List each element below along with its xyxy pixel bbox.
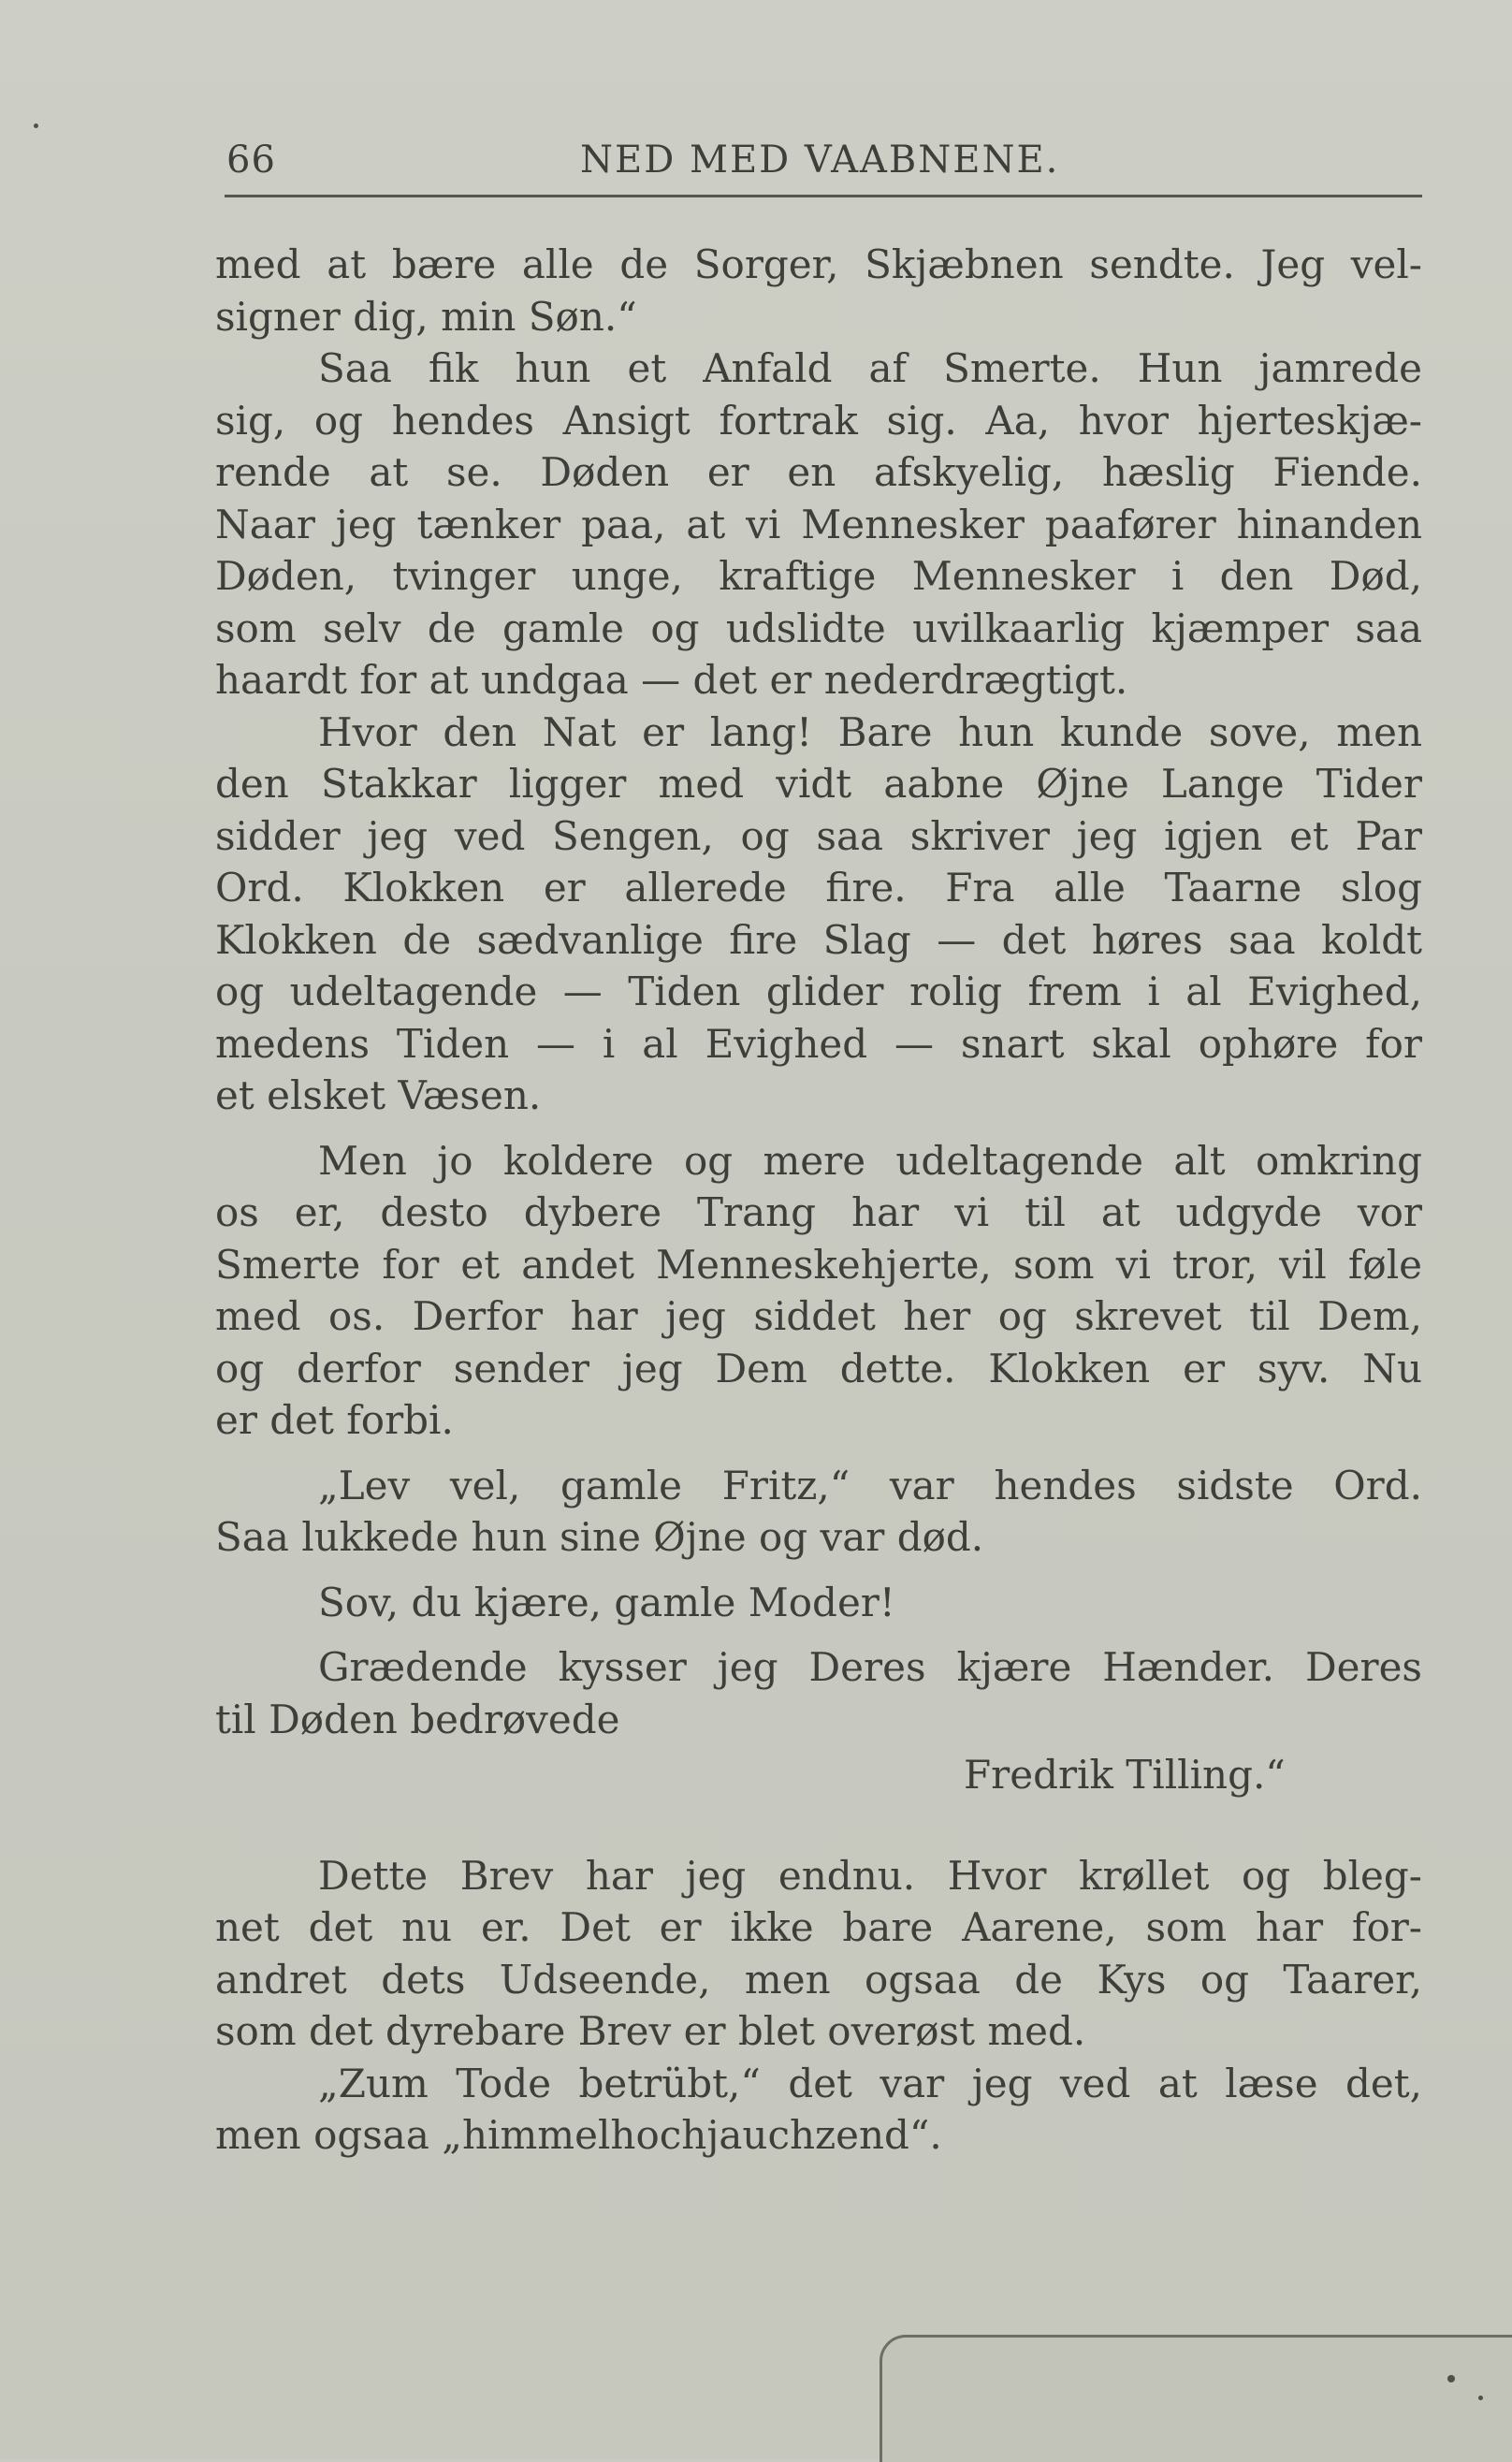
text-line: andret dets Udseende, men ogsaa de Kys og Taarer,: [215, 1956, 1422, 2003]
text-line: os er, desto dybere Trang har vi til at udgyde vor: [215, 1189, 1422, 1235]
text-line: Naar jeg tænker paa, at vi Mennesker paafører hinanden: [215, 501, 1422, 547]
text-line: med at bære alle de Sorger, Skjæbnen sendte. Jeg vel-: [215, 241, 1422, 287]
text-line: Saa lukkede hun sine Øjne og var død.: [215, 1514, 984, 1560]
text-line: sig, og hendes Ansigt fortrak sig. Aa, hvor hjerteskjæ-: [215, 397, 1422, 444]
text-line: Sov, du kjære, gamle Moder!: [318, 1579, 895, 1625]
text-line: Klokken de sædvanlige fire Slag — det høres saa koldt: [215, 916, 1422, 963]
text-line: „Zum Tode betrübt,“ det var jeg ved at læse det,: [318, 2060, 1422, 2106]
signature: Fredrik Tilling.“: [964, 1752, 1286, 1798]
text-line: Døden, tvinger unge, kraftige Mennesker i den Død,: [215, 553, 1422, 599]
text-line: som det dyrebare Brev er blet overøst med.: [215, 2008, 1086, 2054]
header-rule: [225, 195, 1422, 197]
text-line: er det forbi.: [215, 1397, 454, 1443]
text-line: Ord. Klokken er allerede fire. Fra alle Taarne slog: [215, 865, 1422, 911]
text-line: Dette Brev har jeg endnu. Hvor krøllet og bleg-: [318, 1852, 1422, 1899]
text-line: haardt for at undgaa — det er nederdrægtigt.: [215, 657, 1128, 703]
ink-speck: [1447, 2375, 1455, 2382]
text-line: Smerte for et andet Menneskehjerte, som vi tror, vil føle: [215, 1241, 1422, 1288]
text-line: og udeltagende — Tiden glider rolig frem i al Evighed,: [215, 969, 1422, 1014]
page-header: [225, 131, 1422, 187]
text-line: sidder jeg ved Sengen, og saa skriver jeg igjen et Par: [215, 812, 1422, 859]
ink-speck: [34, 124, 38, 128]
page-number: 66: [226, 138, 276, 182]
text-line: og derfor sender jeg Dem dette. Klokken er syv. Nu: [215, 1345, 1422, 1391]
ink-speck: [1478, 2396, 1483, 2400]
text-line: rende at se. Døden er en afskyelig, hæslig Fiende.: [215, 449, 1422, 495]
text-line: Hvor den Nat er lang! Bare hun kunde sove, men: [318, 708, 1422, 755]
text-line: net det nu er. Det er ikke bare Aarene, som har for-: [215, 1904, 1422, 1950]
text-line: med os. Derfor har jeg siddet her og skrevet til Dem,: [215, 1293, 1422, 1339]
text-line: Saa fik hun et Anfald af Smerte. Hun jamrede: [318, 345, 1422, 391]
paper-fold-mark: [880, 2335, 1512, 2462]
text-line: signer dig, min Søn.“: [215, 293, 637, 340]
text-line: men ogsaa „himmelhochjauchzend“.: [215, 2112, 942, 2158]
text-line: et elsket Væsen.: [215, 1072, 542, 1118]
text-line: som selv de gamle og udslidte uvilkaarlig kjæmper saa: [215, 605, 1422, 651]
running-title: NED MED VAABNENE.: [580, 138, 1060, 182]
body-text: [215, 239, 1422, 2162]
text-line: Men jo koldere og mere udeltagende alt omkring: [318, 1137, 1422, 1184]
text-line: medens Tiden — i al Evighed — snart skal ophøre for: [215, 1020, 1422, 1067]
text-line: Grædende kysser jeg Deres kjære Hænder. Deres: [318, 1644, 1422, 1690]
text-line: til Døden bedrøvede: [215, 1696, 620, 1742]
text-line: „Lev vel, gamle Fritz,“ var hendes sidste Ord.: [318, 1462, 1422, 1508]
text-line: den Stakkar ligger med vidt aabne Øjne Lange Tider: [215, 761, 1422, 807]
